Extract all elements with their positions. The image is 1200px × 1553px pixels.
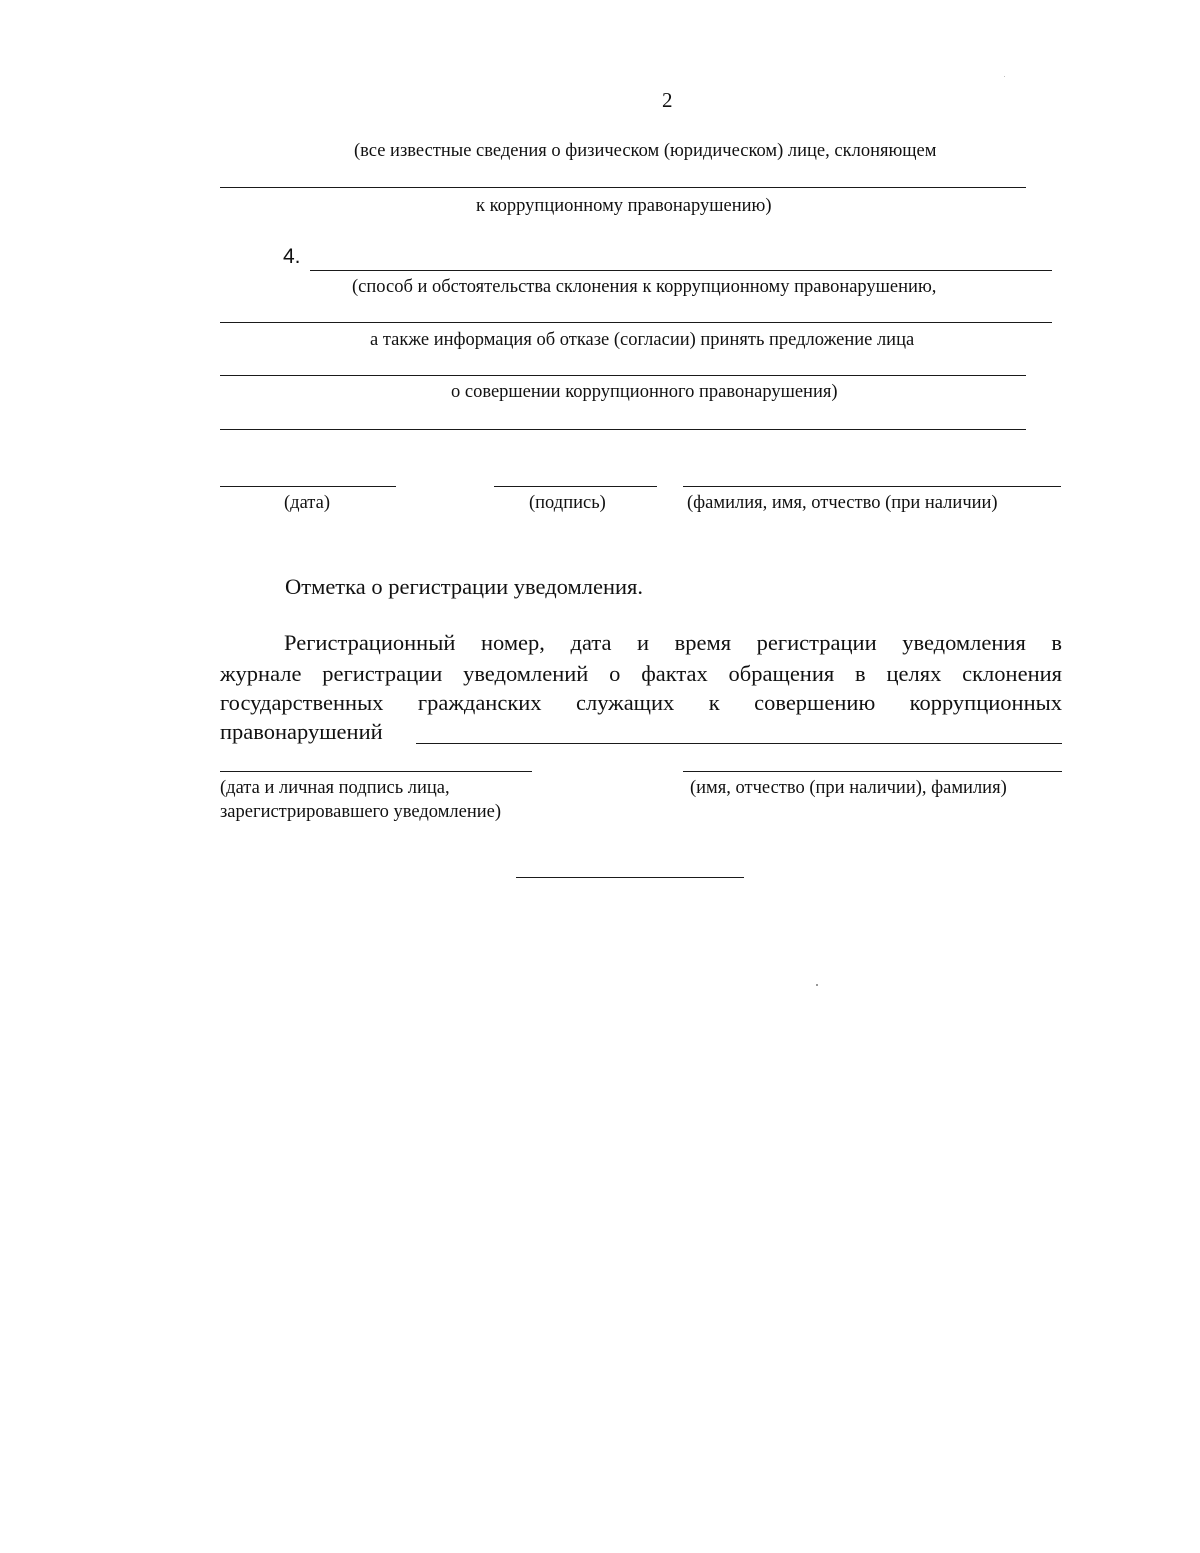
caption-method-2: а также информация об отказе (согласии) принять предложение лица	[370, 330, 915, 350]
closing-separator	[516, 877, 744, 878]
caption-date: (дата)	[284, 493, 330, 513]
fill-line-registration-number	[416, 743, 1062, 744]
fill-line-item-4	[310, 270, 1052, 271]
caption-signature: (подпись)	[529, 493, 606, 513]
fill-line-full-name	[683, 486, 1061, 487]
item-4-number: 4.	[283, 245, 301, 268]
registration-text-line-4: правонарушений	[220, 719, 383, 744]
registration-text-line-1: Регистрационный номер, дата и время регистрации уведомления в	[284, 630, 1062, 655]
fill-line-registrar-signature	[220, 771, 532, 772]
fill-line-method-2	[220, 375, 1026, 376]
fill-line-signature	[494, 486, 657, 487]
fill-line-date	[220, 486, 396, 487]
scan-speck	[816, 984, 818, 986]
caption-person-info-1: (все известные сведения о физическом (юридическом) лице, склоняющем	[354, 141, 937, 161]
caption-method-1: (способ и обстоятельства склонения к коррупционному правонарушению,	[352, 277, 937, 297]
fill-line-person-info	[220, 187, 1026, 188]
scan-speck	[1004, 76, 1005, 77]
registration-text-line-2: журнале регистрации уведомлений о фактах обращения в целях склонения	[220, 661, 1062, 686]
caption-registrar-name: (имя, отчество (при наличии), фамилия)	[690, 778, 1007, 798]
page-number: 2	[662, 88, 673, 112]
caption-registrar-signature-1: (дата и личная подпись лица,	[220, 778, 450, 798]
fill-line-registrar-name	[683, 771, 1062, 772]
caption-person-info-2: к коррупционному правонарушению)	[476, 196, 772, 216]
registration-heading: Отметка о регистрации уведомления.	[285, 574, 644, 599]
registration-text-line-3: государственных гражданских служащих к совершению коррупционных	[220, 690, 1062, 715]
caption-full-name: (фамилия, имя, отчество (при наличии)	[687, 493, 998, 513]
fill-line-method-1	[220, 322, 1052, 323]
fill-line-method-3	[220, 429, 1026, 430]
caption-registrar-signature-2: зарегистрировавшего уведомление)	[220, 802, 502, 822]
caption-method-3: о совершении коррупционного правонарушения)	[451, 382, 838, 402]
